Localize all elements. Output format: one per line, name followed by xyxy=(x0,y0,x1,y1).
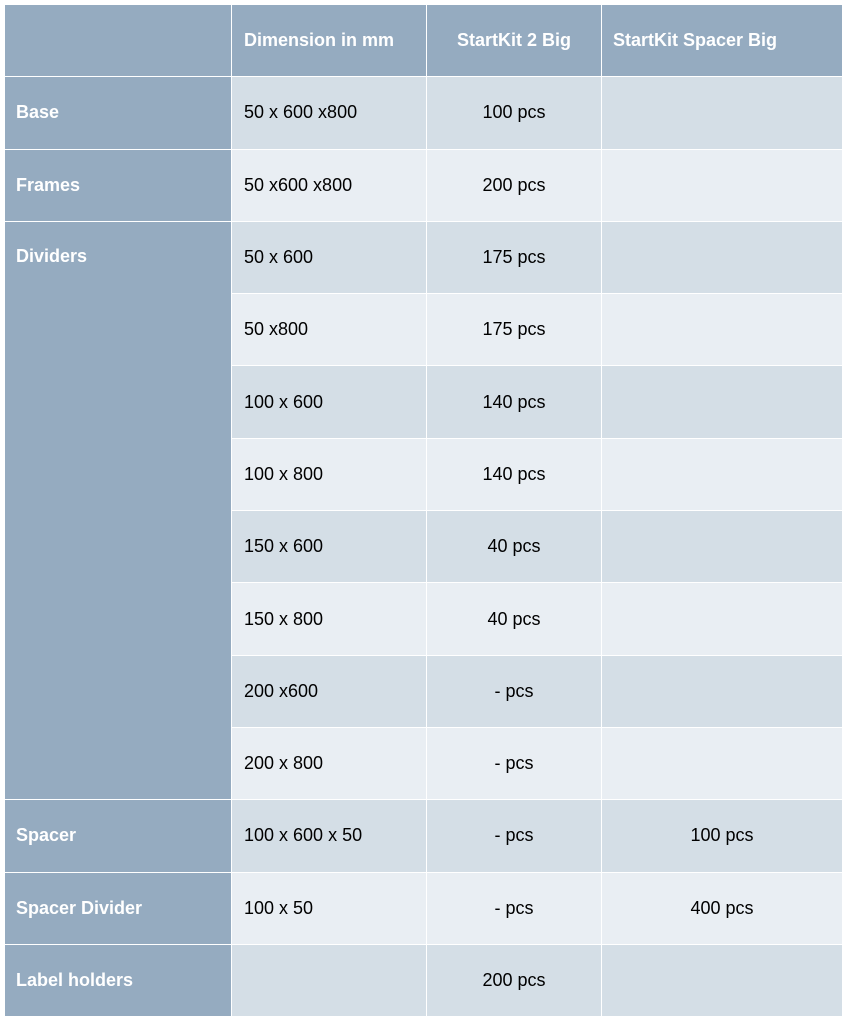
cell-spacer-qty xyxy=(602,511,842,582)
cell-startkit2-qty: 140 pcs xyxy=(427,366,601,437)
cell-startkit2-qty: - pcs xyxy=(427,656,601,727)
cell-dimension: 50 x 600 x800 xyxy=(232,77,426,148)
cell-spacer-qty xyxy=(602,150,842,221)
cell-spacer-qty xyxy=(602,77,842,148)
cell-startkit2-qty: - pcs xyxy=(427,728,601,799)
cell-startkit2-qty: 40 pcs xyxy=(427,583,601,654)
cell-dimension: 50 x 600 xyxy=(232,222,426,293)
header-startkit-spacer-big: StartKit Spacer Big xyxy=(602,5,842,76)
row-label-frames: Frames xyxy=(5,150,231,221)
cell-dimension: 200 x600 xyxy=(232,656,426,727)
cell-startkit2-qty: - pcs xyxy=(427,800,601,871)
cell-dimension: 150 x 600 xyxy=(232,511,426,582)
header-startkit2-big: StartKit 2 Big xyxy=(427,5,601,76)
cell-dimension: 50 x600 x800 xyxy=(232,150,426,221)
header-empty-cell xyxy=(5,5,231,76)
cell-startkit2-qty: 175 pcs xyxy=(427,294,601,365)
cell-dimension: 100 x 50 xyxy=(232,873,426,944)
header-dimension: Dimension in mm xyxy=(232,5,426,76)
cell-startkit2-qty: - pcs xyxy=(427,873,601,944)
row-label-spacer-divider: Spacer Divider xyxy=(5,873,231,944)
cell-startkit2-qty: 200 pcs xyxy=(427,945,601,1016)
cell-spacer-qty xyxy=(602,656,842,727)
cell-dimension: 100 x 600 x 50 xyxy=(232,800,426,871)
cell-spacer-qty xyxy=(602,366,842,437)
cell-spacer-qty: 100 pcs xyxy=(602,800,842,871)
cell-dimension: 200 x 800 xyxy=(232,728,426,799)
cell-spacer-qty xyxy=(602,583,842,654)
cell-dimension: 100 x 600 xyxy=(232,366,426,437)
cell-dimension: 150 x 800 xyxy=(232,583,426,654)
cell-dimension xyxy=(232,945,426,1016)
cell-spacer-qty: 400 pcs xyxy=(602,873,842,944)
row-label-label-holders: Label holders xyxy=(5,945,231,1016)
cell-dimension: 50 x800 xyxy=(232,294,426,365)
parts-table xyxy=(5,5,839,1003)
row-label-spacer: Spacer xyxy=(5,800,231,871)
cell-spacer-qty xyxy=(602,945,842,1016)
cell-startkit2-qty: 100 pcs xyxy=(427,77,601,148)
cell-spacer-qty xyxy=(602,222,842,293)
cell-startkit2-qty: 175 pcs xyxy=(427,222,601,293)
cell-spacer-qty xyxy=(602,728,842,799)
row-label-dividers: Dividers xyxy=(5,222,231,799)
row-label-base: Base xyxy=(5,77,231,148)
cell-startkit2-qty: 40 pcs xyxy=(427,511,601,582)
cell-dimension: 100 x 800 xyxy=(232,439,426,510)
cell-spacer-qty xyxy=(602,439,842,510)
cell-startkit2-qty: 140 pcs xyxy=(427,439,601,510)
cell-startkit2-qty: 200 pcs xyxy=(427,150,601,221)
cell-spacer-qty xyxy=(602,294,842,365)
